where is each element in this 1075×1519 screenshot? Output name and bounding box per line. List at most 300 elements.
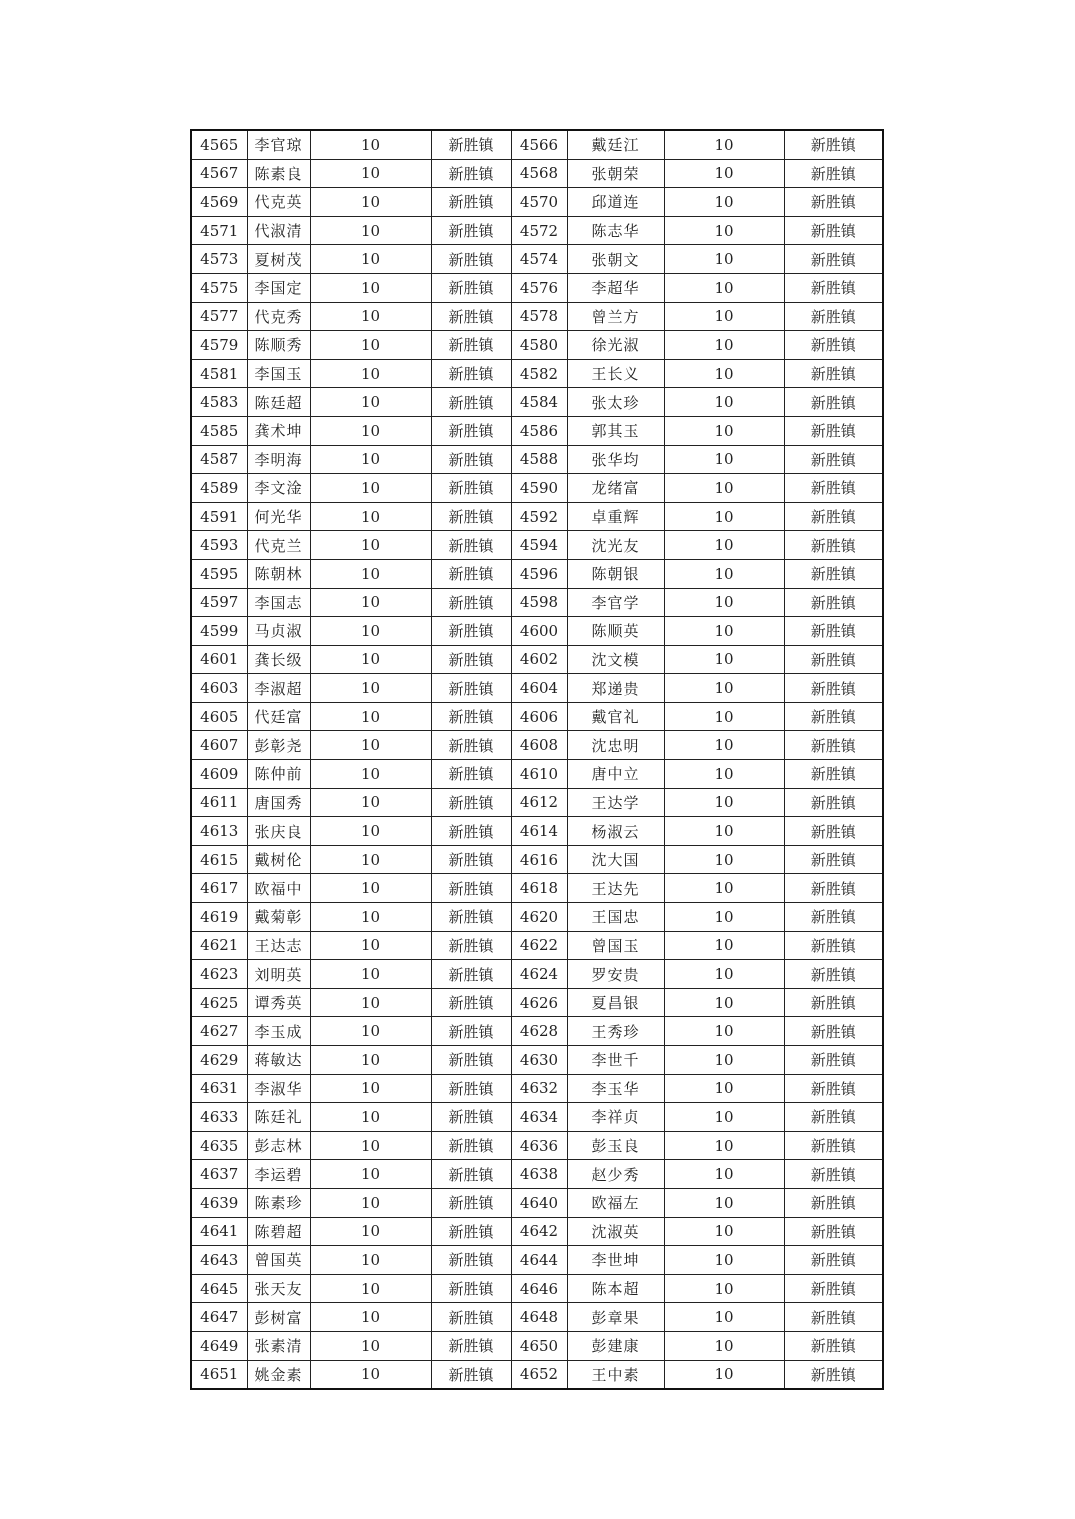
amount-cell: 10 [310, 903, 431, 932]
town-cell: 新胜镇 [431, 188, 511, 217]
record-id-cell: 4635 [191, 1131, 247, 1160]
record-id-cell: 4626 [511, 988, 567, 1017]
record-id-cell: 4650 [511, 1331, 567, 1360]
amount-cell: 10 [664, 645, 784, 674]
name-cell: 李国志 [247, 588, 310, 617]
record-id-cell: 4595 [191, 559, 247, 588]
town-cell: 新胜镇 [784, 130, 883, 159]
amount-cell: 10 [664, 1103, 784, 1132]
town-cell: 新胜镇 [431, 130, 511, 159]
amount-cell: 10 [310, 588, 431, 617]
name-cell: 陈素良 [247, 159, 310, 188]
name-cell: 沈大国 [567, 845, 664, 874]
name-cell: 彭建康 [567, 1331, 664, 1360]
table-row [191, 817, 883, 846]
record-id-cell: 4583 [191, 388, 247, 417]
amount-cell: 10 [664, 130, 784, 159]
town-cell: 新胜镇 [784, 1331, 883, 1360]
amount-cell: 10 [310, 159, 431, 188]
record-id-cell: 4641 [191, 1217, 247, 1246]
town-cell: 新胜镇 [431, 531, 511, 560]
table-row [191, 731, 883, 760]
name-cell: 张朝文 [567, 245, 664, 274]
town-cell: 新胜镇 [784, 331, 883, 360]
name-cell: 陈本超 [567, 1274, 664, 1303]
record-id-cell: 4592 [511, 502, 567, 531]
name-cell: 李超华 [567, 273, 664, 302]
name-cell: 龙绪富 [567, 474, 664, 503]
name-cell: 王达先 [567, 874, 664, 903]
record-id-cell: 4605 [191, 702, 247, 731]
amount-cell: 10 [310, 1131, 431, 1160]
name-cell: 张太珍 [567, 388, 664, 417]
record-id-cell: 4615 [191, 845, 247, 874]
table-row [191, 331, 883, 360]
record-id-cell: 4652 [511, 1360, 567, 1389]
name-cell: 罗安贵 [567, 960, 664, 989]
name-cell: 龚长级 [247, 645, 310, 674]
record-id-cell: 4580 [511, 331, 567, 360]
record-id-cell: 4644 [511, 1246, 567, 1275]
amount-cell: 10 [310, 760, 431, 789]
town-cell: 新胜镇 [431, 960, 511, 989]
name-cell: 彭志林 [247, 1131, 310, 1160]
name-cell: 郭其玉 [567, 416, 664, 445]
name-cell: 王达学 [567, 788, 664, 817]
table-row [191, 1274, 883, 1303]
amount-cell: 10 [310, 531, 431, 560]
name-cell: 陈碧超 [247, 1217, 310, 1246]
town-cell: 新胜镇 [784, 1103, 883, 1132]
town-cell: 新胜镇 [431, 1074, 511, 1103]
record-id-cell: 4588 [511, 445, 567, 474]
amount-cell: 10 [310, 1074, 431, 1103]
table-row [191, 988, 883, 1017]
amount-cell: 10 [310, 245, 431, 274]
record-id-cell: 4576 [511, 273, 567, 302]
record-id-cell: 4639 [191, 1188, 247, 1217]
name-cell: 王达志 [247, 931, 310, 960]
town-cell: 新胜镇 [431, 845, 511, 874]
record-id-cell: 4610 [511, 760, 567, 789]
record-id-cell: 4572 [511, 216, 567, 245]
amount-cell: 10 [310, 817, 431, 846]
amount-cell: 10 [664, 359, 784, 388]
roster-body [191, 130, 883, 1389]
amount-cell: 10 [664, 302, 784, 331]
town-cell: 新胜镇 [784, 588, 883, 617]
record-id-cell: 4593 [191, 531, 247, 560]
name-cell: 张华均 [567, 445, 664, 474]
name-cell: 卓重辉 [567, 502, 664, 531]
record-id-cell: 4570 [511, 188, 567, 217]
name-cell: 徐光淑 [567, 331, 664, 360]
name-cell: 张天友 [247, 1274, 310, 1303]
record-id-cell: 4620 [511, 903, 567, 932]
amount-cell: 10 [664, 159, 784, 188]
table-row [191, 1246, 883, 1275]
record-id-cell: 4632 [511, 1074, 567, 1103]
town-cell: 新胜镇 [431, 559, 511, 588]
name-cell: 代克秀 [247, 302, 310, 331]
table-row [191, 130, 883, 159]
amount-cell: 10 [664, 416, 784, 445]
amount-cell: 10 [310, 702, 431, 731]
town-cell: 新胜镇 [784, 216, 883, 245]
amount-cell: 10 [310, 1188, 431, 1217]
record-id-cell: 4569 [191, 188, 247, 217]
name-cell: 李国玉 [247, 359, 310, 388]
amount-cell: 10 [310, 216, 431, 245]
name-cell: 李国定 [247, 273, 310, 302]
name-cell: 李文淦 [247, 474, 310, 503]
town-cell: 新胜镇 [784, 903, 883, 932]
town-cell: 新胜镇 [431, 1046, 511, 1075]
roster-table [190, 129, 884, 1390]
town-cell: 新胜镇 [431, 302, 511, 331]
record-id-cell: 4578 [511, 302, 567, 331]
record-id-cell: 4608 [511, 731, 567, 760]
town-cell: 新胜镇 [431, 645, 511, 674]
name-cell: 李世千 [567, 1046, 664, 1075]
table-row [191, 845, 883, 874]
amount-cell: 10 [310, 1017, 431, 1046]
town-cell: 新胜镇 [431, 1246, 511, 1275]
amount-cell: 10 [664, 702, 784, 731]
amount-cell: 10 [664, 331, 784, 360]
table-row [191, 159, 883, 188]
table-row [191, 645, 883, 674]
name-cell: 彭玉良 [567, 1131, 664, 1160]
record-id-cell: 4619 [191, 903, 247, 932]
town-cell: 新胜镇 [784, 388, 883, 417]
name-cell: 陈朝林 [247, 559, 310, 588]
town-cell: 新胜镇 [784, 273, 883, 302]
amount-cell: 10 [664, 216, 784, 245]
record-id-cell: 4628 [511, 1017, 567, 1046]
name-cell: 戴菊彰 [247, 903, 310, 932]
town-cell: 新胜镇 [784, 159, 883, 188]
amount-cell: 10 [310, 1303, 431, 1332]
name-cell: 代廷富 [247, 702, 310, 731]
record-id-cell: 4600 [511, 617, 567, 646]
town-cell: 新胜镇 [431, 1331, 511, 1360]
name-cell: 蒋敏达 [247, 1046, 310, 1075]
record-id-cell: 4599 [191, 617, 247, 646]
name-cell: 彭树富 [247, 1303, 310, 1332]
town-cell: 新胜镇 [431, 588, 511, 617]
name-cell: 杨淑云 [567, 817, 664, 846]
name-cell: 曾兰方 [567, 302, 664, 331]
record-id-cell: 4627 [191, 1017, 247, 1046]
name-cell: 李官琼 [247, 130, 310, 159]
record-id-cell: 4577 [191, 302, 247, 331]
town-cell: 新胜镇 [784, 931, 883, 960]
name-cell: 唐国秀 [247, 788, 310, 817]
table-row [191, 903, 883, 932]
amount-cell: 10 [664, 931, 784, 960]
name-cell: 代克兰 [247, 531, 310, 560]
table-row [191, 874, 883, 903]
name-cell: 陈素珍 [247, 1188, 310, 1217]
record-id-cell: 4647 [191, 1303, 247, 1332]
name-cell: 张朝荣 [567, 159, 664, 188]
table-row [191, 216, 883, 245]
table-row [191, 702, 883, 731]
amount-cell: 10 [310, 988, 431, 1017]
name-cell: 陈仲前 [247, 760, 310, 789]
town-cell: 新胜镇 [784, 617, 883, 646]
town-cell: 新胜镇 [784, 1360, 883, 1389]
town-cell: 新胜镇 [784, 188, 883, 217]
amount-cell: 10 [664, 1303, 784, 1332]
town-cell: 新胜镇 [431, 474, 511, 503]
town-cell: 新胜镇 [784, 1017, 883, 1046]
amount-cell: 10 [310, 788, 431, 817]
town-cell: 新胜镇 [431, 502, 511, 531]
town-cell: 新胜镇 [784, 845, 883, 874]
town-cell: 新胜镇 [784, 359, 883, 388]
town-cell: 新胜镇 [784, 788, 883, 817]
record-id-cell: 4622 [511, 931, 567, 960]
name-cell: 郑递贵 [567, 674, 664, 703]
record-id-cell: 4618 [511, 874, 567, 903]
town-cell: 新胜镇 [431, 702, 511, 731]
amount-cell: 10 [310, 130, 431, 159]
town-cell: 新胜镇 [784, 760, 883, 789]
record-id-cell: 4624 [511, 960, 567, 989]
table-row [191, 760, 883, 789]
record-id-cell: 4631 [191, 1074, 247, 1103]
amount-cell: 10 [310, 874, 431, 903]
town-cell: 新胜镇 [431, 817, 511, 846]
town-cell: 新胜镇 [784, 674, 883, 703]
table-row [191, 588, 883, 617]
town-cell: 新胜镇 [784, 445, 883, 474]
table-row [191, 1331, 883, 1360]
record-id-cell: 4637 [191, 1160, 247, 1189]
record-id-cell: 4596 [511, 559, 567, 588]
town-cell: 新胜镇 [431, 245, 511, 274]
amount-cell: 10 [664, 988, 784, 1017]
record-id-cell: 4651 [191, 1360, 247, 1389]
record-id-cell: 4640 [511, 1188, 567, 1217]
town-cell: 新胜镇 [431, 1131, 511, 1160]
table-row [191, 388, 883, 417]
amount-cell: 10 [664, 245, 784, 274]
amount-cell: 10 [310, 960, 431, 989]
amount-cell: 10 [310, 331, 431, 360]
table-row [191, 531, 883, 560]
amount-cell: 10 [310, 1103, 431, 1132]
town-cell: 新胜镇 [784, 502, 883, 531]
record-id-cell: 4614 [511, 817, 567, 846]
table-row [191, 617, 883, 646]
town-cell: 新胜镇 [784, 1188, 883, 1217]
table-row [191, 1160, 883, 1189]
record-id-cell: 4573 [191, 245, 247, 274]
amount-cell: 10 [664, 1160, 784, 1189]
name-cell: 李淑超 [247, 674, 310, 703]
name-cell: 沈光友 [567, 531, 664, 560]
town-cell: 新胜镇 [431, 1103, 511, 1132]
name-cell: 谭秀英 [247, 988, 310, 1017]
record-id-cell: 4587 [191, 445, 247, 474]
record-id-cell: 4625 [191, 988, 247, 1017]
name-cell: 陈朝银 [567, 559, 664, 588]
record-id-cell: 4579 [191, 331, 247, 360]
name-cell: 沈忠明 [567, 731, 664, 760]
amount-cell: 10 [664, 1246, 784, 1275]
town-cell: 新胜镇 [431, 1188, 511, 1217]
name-cell: 陈顺秀 [247, 331, 310, 360]
record-id-cell: 4565 [191, 130, 247, 159]
town-cell: 新胜镇 [431, 674, 511, 703]
town-cell: 新胜镇 [784, 1160, 883, 1189]
record-id-cell: 4597 [191, 588, 247, 617]
town-cell: 新胜镇 [431, 931, 511, 960]
amount-cell: 10 [310, 1360, 431, 1389]
record-id-cell: 4646 [511, 1274, 567, 1303]
record-id-cell: 4609 [191, 760, 247, 789]
table-row [191, 1046, 883, 1075]
record-id-cell: 4629 [191, 1046, 247, 1075]
town-cell: 新胜镇 [431, 1217, 511, 1246]
record-id-cell: 4633 [191, 1103, 247, 1132]
name-cell: 李玉成 [247, 1017, 310, 1046]
town-cell: 新胜镇 [784, 1074, 883, 1103]
amount-cell: 10 [310, 1246, 431, 1275]
name-cell: 李祥贞 [567, 1103, 664, 1132]
amount-cell: 10 [664, 531, 784, 560]
town-cell: 新胜镇 [431, 1303, 511, 1332]
table-row [191, 1074, 883, 1103]
amount-cell: 10 [664, 1131, 784, 1160]
name-cell: 曾国玉 [567, 931, 664, 960]
record-id-cell: 4621 [191, 931, 247, 960]
amount-cell: 10 [310, 845, 431, 874]
table-row [191, 359, 883, 388]
name-cell: 赵少秀 [567, 1160, 664, 1189]
name-cell: 张素清 [247, 1331, 310, 1360]
name-cell: 邱道连 [567, 188, 664, 217]
name-cell: 王中素 [567, 1360, 664, 1389]
town-cell: 新胜镇 [431, 1360, 511, 1389]
amount-cell: 10 [310, 645, 431, 674]
amount-cell: 10 [310, 1217, 431, 1246]
town-cell: 新胜镇 [784, 988, 883, 1017]
record-id-cell: 4584 [511, 388, 567, 417]
town-cell: 新胜镇 [784, 1303, 883, 1332]
amount-cell: 10 [664, 1046, 784, 1075]
name-cell: 刘明英 [247, 960, 310, 989]
record-id-cell: 4623 [191, 960, 247, 989]
table-row [191, 674, 883, 703]
table-row [191, 245, 883, 274]
record-id-cell: 4606 [511, 702, 567, 731]
town-cell: 新胜镇 [431, 216, 511, 245]
name-cell: 欧福左 [567, 1188, 664, 1217]
town-cell: 新胜镇 [431, 1274, 511, 1303]
record-id-cell: 4594 [511, 531, 567, 560]
name-cell: 张庆良 [247, 817, 310, 846]
name-cell: 沈淑英 [567, 1217, 664, 1246]
town-cell: 新胜镇 [431, 388, 511, 417]
record-id-cell: 4630 [511, 1046, 567, 1075]
amount-cell: 10 [664, 474, 784, 503]
record-id-cell: 4617 [191, 874, 247, 903]
record-id-cell: 4598 [511, 588, 567, 617]
amount-cell: 10 [664, 960, 784, 989]
record-id-cell: 4611 [191, 788, 247, 817]
record-id-cell: 4643 [191, 1246, 247, 1275]
town-cell: 新胜镇 [431, 903, 511, 932]
amount-cell: 10 [664, 1331, 784, 1360]
name-cell: 李官学 [567, 588, 664, 617]
table-row [191, 188, 883, 217]
town-cell: 新胜镇 [784, 1274, 883, 1303]
town-cell: 新胜镇 [431, 1160, 511, 1189]
name-cell: 夏树茂 [247, 245, 310, 274]
record-id-cell: 4645 [191, 1274, 247, 1303]
amount-cell: 10 [664, 1274, 784, 1303]
amount-cell: 10 [664, 588, 784, 617]
town-cell: 新胜镇 [784, 1046, 883, 1075]
name-cell: 戴官礼 [567, 702, 664, 731]
town-cell: 新胜镇 [431, 731, 511, 760]
record-id-cell: 4613 [191, 817, 247, 846]
table-row [191, 1217, 883, 1246]
record-id-cell: 4581 [191, 359, 247, 388]
amount-cell: 10 [664, 817, 784, 846]
town-cell: 新胜镇 [784, 559, 883, 588]
town-cell: 新胜镇 [784, 817, 883, 846]
town-cell: 新胜镇 [431, 988, 511, 1017]
name-cell: 夏昌银 [567, 988, 664, 1017]
town-cell: 新胜镇 [784, 702, 883, 731]
record-id-cell: 4590 [511, 474, 567, 503]
amount-cell: 10 [310, 1046, 431, 1075]
name-cell: 李玉华 [567, 1074, 664, 1103]
record-id-cell: 4604 [511, 674, 567, 703]
record-id-cell: 4642 [511, 1217, 567, 1246]
table-row [191, 445, 883, 474]
name-cell: 何光华 [247, 502, 310, 531]
name-cell: 李明海 [247, 445, 310, 474]
name-cell: 曾国英 [247, 1246, 310, 1275]
name-cell: 唐中立 [567, 760, 664, 789]
table-row [191, 273, 883, 302]
amount-cell: 10 [310, 302, 431, 331]
amount-cell: 10 [310, 273, 431, 302]
table-row [191, 1360, 883, 1389]
amount-cell: 10 [664, 731, 784, 760]
town-cell: 新胜镇 [431, 159, 511, 188]
amount-cell: 10 [310, 1331, 431, 1360]
town-cell: 新胜镇 [784, 302, 883, 331]
town-cell: 新胜镇 [784, 731, 883, 760]
table-row [191, 1103, 883, 1132]
town-cell: 新胜镇 [784, 416, 883, 445]
table-row [191, 302, 883, 331]
record-id-cell: 4591 [191, 502, 247, 531]
name-cell: 李运碧 [247, 1160, 310, 1189]
amount-cell: 10 [310, 388, 431, 417]
amount-cell: 10 [664, 1074, 784, 1103]
record-id-cell: 4582 [511, 359, 567, 388]
amount-cell: 10 [310, 731, 431, 760]
town-cell: 新胜镇 [431, 874, 511, 903]
